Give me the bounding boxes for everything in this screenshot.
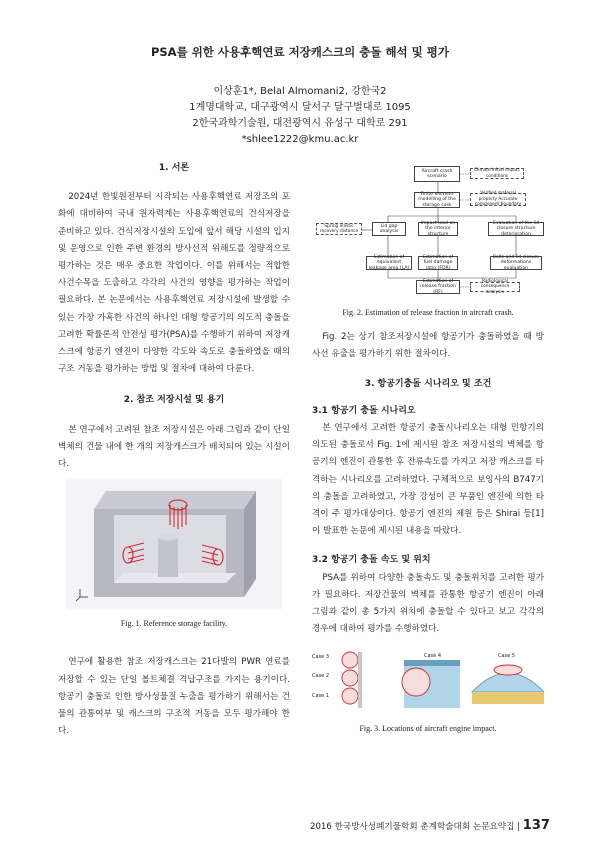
section-heading-facility: 2. 참조 저장시설 및 용기 <box>123 395 225 406</box>
case-1-label: Case 1 <box>312 693 330 700</box>
author-block <box>0 84 600 148</box>
facility-paragraph: 본 연구에서 고려된 참조 저장시설은 아래 그림과 같이 단일 벽체의 건물 내에 한 개의 저장캐스크가 배치되어 있는 시설이다. <box>58 424 290 470</box>
flow-fem-note: Verified material property Accurate component boundary <box>470 193 526 206</box>
figure-3-caption: Fig. 3. Locations of aircraft engine impact. <box>359 724 497 734</box>
storage-facility-figure <box>66 479 282 609</box>
flow-leak-area: Estimation of equivalent leakage area (LA) <box>366 256 412 270</box>
footer-text: 2016 한국방사성폐기물학회 춘계학술대회 논문요약집 <box>310 822 515 832</box>
figure-2-paragraph: Fig. 2는 상기 참조저장시설에 항공기가 충돌하였을 때 방사선 유출을 평가하기 위한 절차이다. <box>312 332 544 360</box>
section-heading-scenario: 3. 항공기충돌 시나리오 및 조건 <box>364 378 492 389</box>
left-column <box>58 160 290 740</box>
cask-paragraph: 연구에 활용한 참조 저장캐스크는 21다발의 PWR 연료를 저장할 수 있는 단일 볼트체결 격납구조를 가지는 용기이다. 항공기 충돌로 인한 방사성물질 누출을 평가하기 위해서는 건물의 관통여부 및 캐스크의 구조적 거동을 모두 평가해야 한다. <box>58 657 290 737</box>
scenario-paragraph: 본 연구에서 고려한 항공기 충돌시나리오는 대형 민항기의 의도된 충돌로서 Fig. 1에 제시된 참조 저장시설의 벽체를 항공기의 엔진이 관통한 후 잔류속도를 가지고 저장 캐스크를 타격하는 시나리오를 고려하였다. 구체적으로 보잉사의 B747기의 충돌을 고려하였고, 가장 강성이 큰 부품인 엔진에 의한 타격이 주 평가대상이다. 항공기 엔진의 제원 등은 Shirai 등[1]이 발표한 논문에 제시된 내용을 따랐다. <box>312 423 544 537</box>
figure-2-flowchart <box>310 160 546 296</box>
flow-crash-scenario: Aircraft crash scenario <box>414 166 460 182</box>
author-line: 이상훈1*, Belal Almomani2, 강한국2 <box>213 86 387 97</box>
case-4-label: Case 4 <box>424 653 442 660</box>
right-column <box>312 160 544 738</box>
paper-title: PSA를 위한 사용후핵연료 저장캐스크의 충돌 해석 및 평가 <box>150 45 450 59</box>
figure-3 <box>312 648 544 714</box>
email: *shlee1222@kmu.ac.kr <box>241 134 359 145</box>
figure-2-caption: Fig. 2. Estimation of release fraction in aircraft crash. <box>342 308 514 317</box>
intro-paragraph: 2024년 한빛원전부터 시작되는 사용후핵연료 저장조의 포화에 대비하여 국내 원자력계는 사용후핵연료의 건식저장을 준비하고 있다. 건식저장시설의 도입에 앞서 해당 시설의 입지 및 운영으로 인한 주변 환경의 방사선적 위해도를 정량적으로 평가하는 것은 매우 중요한 작업이다. 이를 위해서는 적합한 사건수목을 도출하고 각각의 사건의 영향을 평가하는 작업이 필요하다. 본 논문에서는 사용후핵연료 저장시설에 발생할 수 있는 가장 가혹한 사건의 하나인 대형 항공기의 의도적 충돌을 고려한 확률론적 안전성 평가(PSA)를 수행하기 위하여 저장캐스크에 항공기 엔진이 다양한 각도와 속도로 충돌하였을 때의 구조 거동을 평가하는 방법 및 절차에 대하여 다룬다. <box>58 192 290 375</box>
flow-release-fraction: Estimation of release fraction (RF) <box>416 280 460 294</box>
case-5-label: Case 5 <box>498 653 516 660</box>
flow-recovery-note: Spring elastic recovery distance <box>316 223 362 235</box>
speed-paragraph: PSA를 위하여 다양한 충돌속도 및 충돌위치를 고려한 평가가 필요하다. 저장건물의 벽체를 관통한 항공기 엔진이 아래 그림과 같이 총 5가지 위치에 충돌할 수 있다고 보고 각각의 경우에 대하여 평가를 수행하였다. <box>312 572 544 635</box>
footer-separator: | <box>517 822 523 832</box>
page-number: 137 <box>522 818 550 833</box>
subsection-heading-3-2: 3.2 항공기 충돌 속도 및 위치 <box>312 555 431 566</box>
flow-crash-note: Climate initial impact conditions <box>470 168 524 179</box>
flow-radiological-note: Radiological consequence analysis <box>470 282 520 292</box>
case-2-label: Case 2 <box>312 673 330 680</box>
flow-fuel-damage: Estimation of fuel damage ratio (FDR) <box>418 256 458 270</box>
flow-impact-load: Impact load on the interior structure <box>418 222 458 236</box>
affiliation-2: 2한국과학기술원, 대전광역시 유성구 대학로 291 <box>192 118 408 129</box>
affiliation-1: 1계명대학교, 대구광역시 달서구 달구벌대로 1095 <box>189 102 411 113</box>
page-footer <box>310 818 550 833</box>
flow-bolts: Bolts and lid closure deformations evaluation <box>490 256 542 270</box>
section-heading-intro: 1. 서론 <box>158 163 190 173</box>
case-3-label: Case 3 <box>312 654 330 661</box>
flow-fem: Finite element modelling of the storage cask <box>414 192 460 208</box>
flow-lid-gap: Lid gap analysis <box>372 222 406 236</box>
flow-lid-closure: Evaluation of the lid closure structure deterioration <box>488 222 544 236</box>
figure-1 <box>66 479 282 609</box>
figure-1-caption: Fig. 1. Reference storage facility. <box>120 619 228 629</box>
subsection-heading-3-1: 3.1 항공기 충돌 시나리오 <box>312 405 416 416</box>
